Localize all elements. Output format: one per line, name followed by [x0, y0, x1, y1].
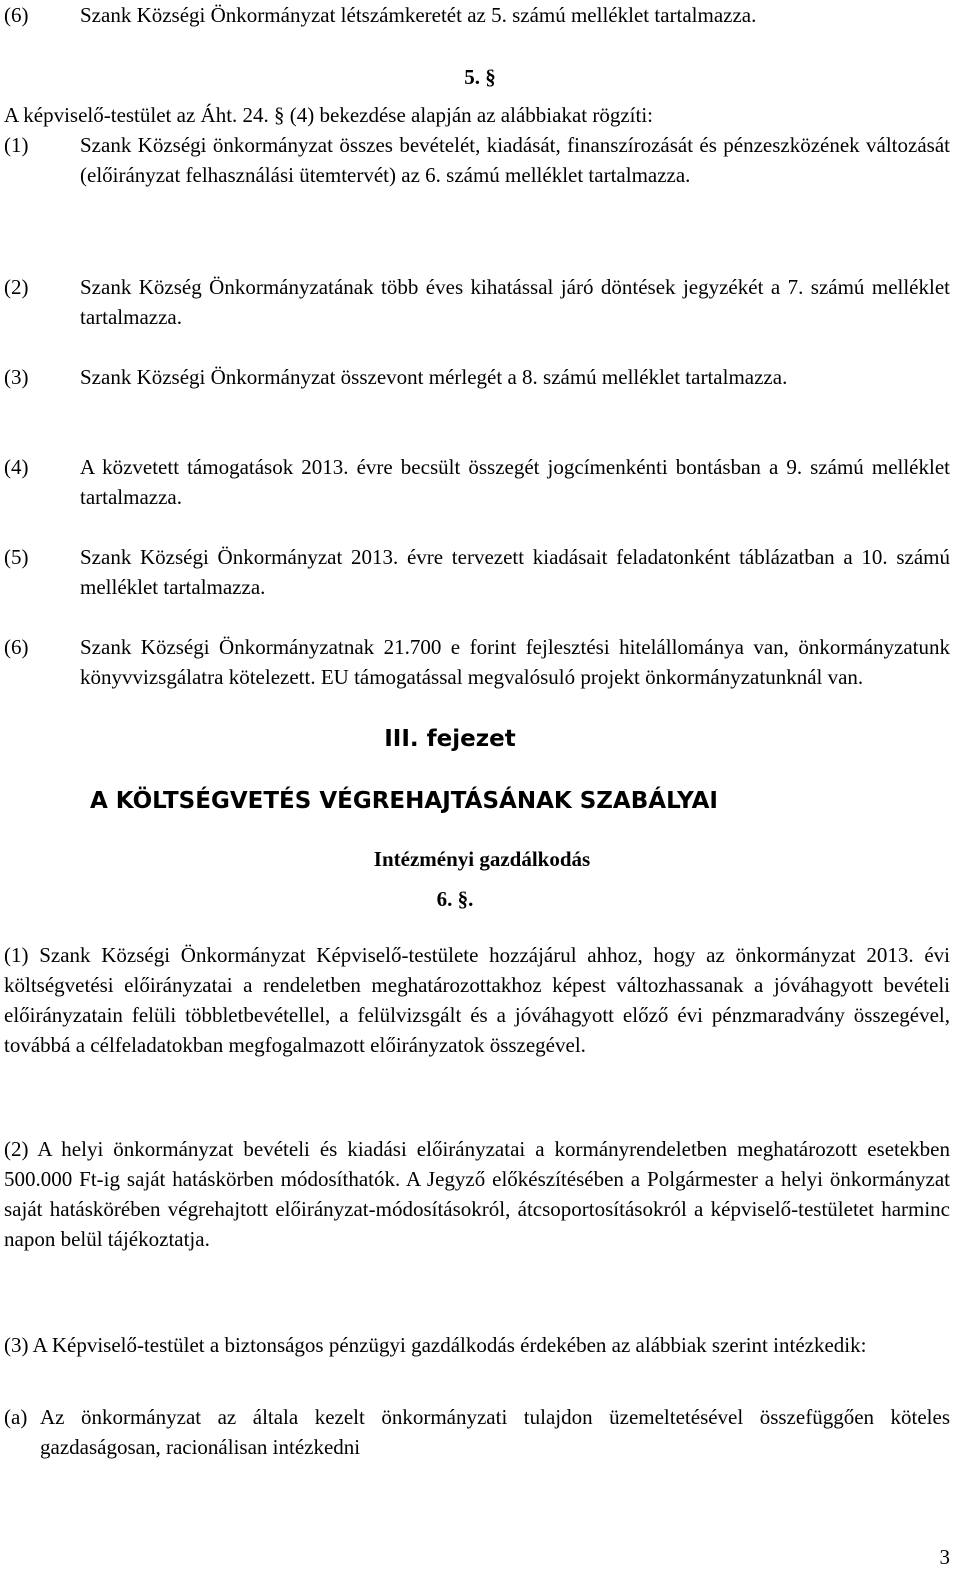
paragraph-number: (3) [4, 365, 29, 389]
paragraph-number: (6) [4, 3, 29, 27]
chapter-title: A KÖLTSÉGVETÉS VÉGREHAJTÁSÁNAK SZABÁLYAI [90, 788, 718, 814]
paragraph-5 [4, 542, 950, 602]
section-6-paragraph-3: (3) A Képviselő-testület a biztonságos pénzügyi gazdálkodás érdekében az alábbiak szerint intézkedik: [4, 1333, 867, 1357]
paragraph-number: (4) [4, 455, 29, 479]
intro-text: A képviselő-testület az Áht. 24. § (4) bekezdése alapján az alábbiakat rögzíti: [4, 103, 654, 127]
section-5-heading: 5. § [464, 65, 496, 89]
section-6-heading: 6. §. [436, 887, 474, 911]
paragraph-number: (5) [4, 545, 29, 569]
page-number: 3 [939, 1545, 950, 1569]
paragraph-number: (6) [4, 635, 29, 659]
paragraph-text: Szank Községi Önkormányzat 2013. évre tervezett kiadásait feladatonként táblázatban a 10. számú melléklet tartalmazza. [80, 545, 950, 599]
paragraph-6-staff [4, 0, 950, 30]
list-item-text: Az önkormányzat az általa kezelt önkormányzati tulajdon üzemeltetésével összefüggően köteles gazdaságosan, racionálisan intézkedni [40, 1405, 950, 1459]
subtitle: Intézményi gazdálkodás [373, 847, 591, 871]
paragraph-number: (2) [4, 275, 29, 299]
section-6-paragraph-1: (1) Szank Községi Önkormányzat Képviselő-testülete hozzájárul ahhoz, hogy az önkormányzat 2013. évi költségvetési előirányzatai a rendeletben meghatározottakhoz képest változhassanak a jóváhagyott bevételi előirányzatain felüli többletbevétellel, a felülvizsgált és a jóváhagyott előző évi pénzmaradvány összegével, továbbá a célfeladatokban megfogalmazott előirányzatok összegével. [4, 943, 950, 1057]
paragraph-text: A közvetett támogatások 2013. évre becsült összegét jogcímenkénti bontásban a 9. számú melléklet tartalmazza. [80, 455, 950, 509]
list-item-a [4, 1402, 950, 1462]
paragraph-number: (1) [4, 133, 29, 157]
paragraph-4 [4, 452, 950, 512]
paragraph-text: Szank Községi Önkormányzatnak 21.700 e forint fejlesztési hitelállománya van, önkormányzatunk könyvvizsgálatra kötelezett. EU támogatással megvalósuló projekt önkormányzatunknál van. [80, 635, 950, 689]
paragraph-6 [4, 632, 950, 692]
paragraph-text: Szank Községi Önkormányzat létszámkeretét az 5. számú melléklet tartalmazza. [80, 3, 757, 27]
chapter-heading: III. fejezet [384, 726, 516, 752]
list-item-marker: (a) [4, 1405, 28, 1429]
section-6-paragraph-2: (2) A helyi önkormányzat bevételi és kiadási előirányzatai a kormányrendeletben meghatározott esetekben 500.000 Ft-ig saját hatáskörben módosíthatók. A Jegyző előkészítésében a Polgármester a helyi önkormányzat saját hatáskörében végrehajtott előirányzat-módosításokról, átcsoportosításokról a képviselő-testületet harminc napon belül tájékoztatja. [4, 1137, 950, 1251]
paragraph-text: Szank Község Önkormányzatának több éves kihatással járó döntések jegyzékét a 7. számú melléklet tartalmazza. [80, 275, 950, 329]
paragraph-text: Szank Községi Önkormányzat összevont mérlegét a 8. számú melléklet tartalmazza. [80, 365, 788, 389]
paragraph-2 [4, 272, 950, 332]
paragraph-3 [4, 362, 950, 392]
paragraph-text: Szank Községi önkormányzat összes bevételét, kiadását, finanszírozását és pénzeszközének változását (előirányzat felhasználási ütemtervét) az 6. számú melléklet tartalmazza. [80, 133, 950, 187]
paragraph-1 [4, 130, 950, 190]
